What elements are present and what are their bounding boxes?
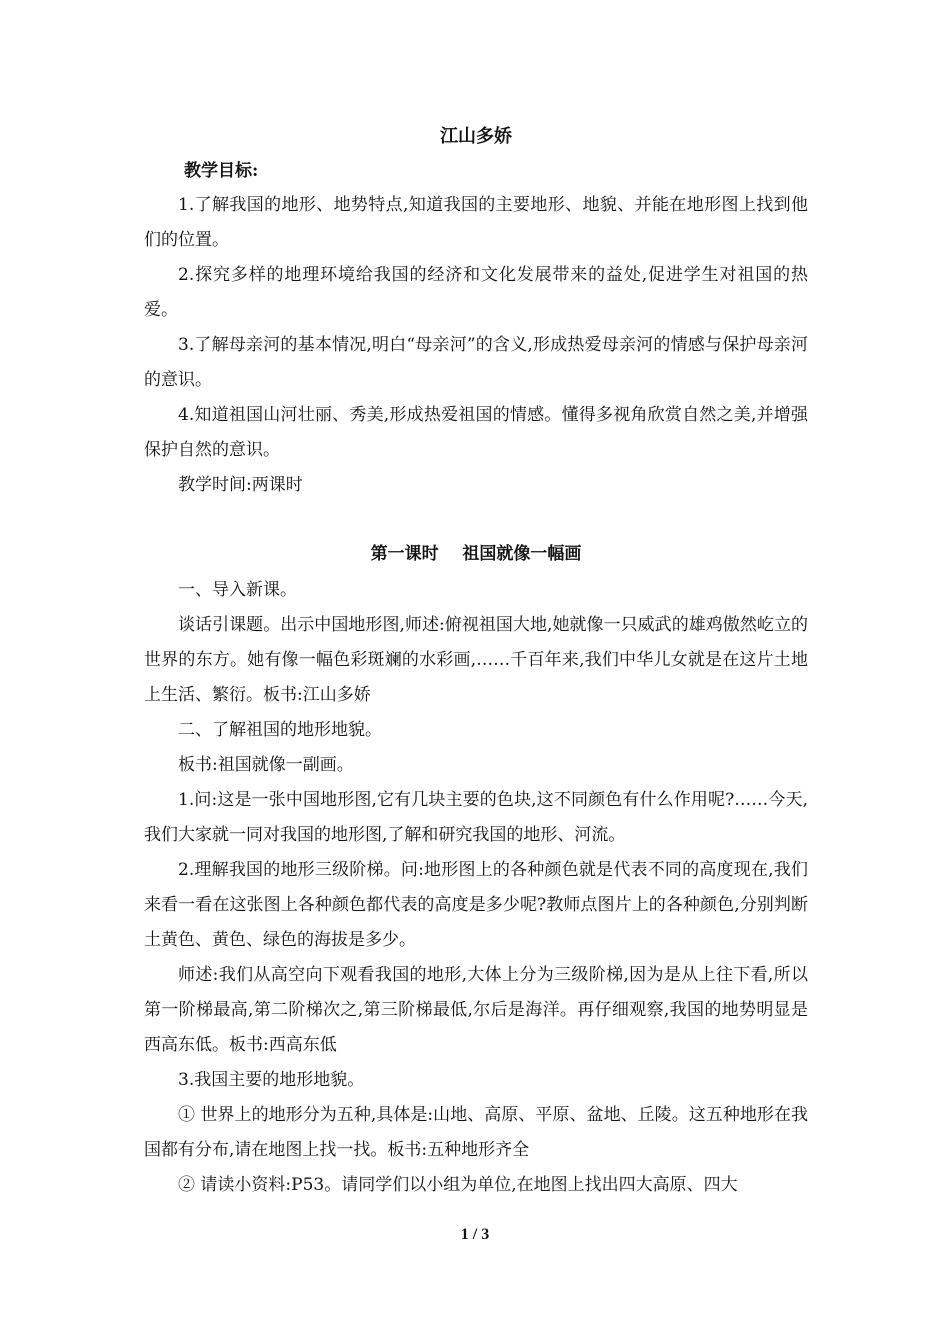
lesson-title: 第一课时 祖国就像一幅画 xyxy=(370,544,582,564)
paragraph: 谈话引课题。出示中国地形图,师述:俯视祖国大地,她就像一只威武的雄鸡傲然屹立的世界的东方。她有像一幅色彩斑斓的水彩画,……千百年来,我们中华儿女就是在这片土地上生活、繁衍。板书:江山多娇 xyxy=(144,615,808,705)
paragraph: 1.问:这是一张中国地形图,它有几块主要的色块,这不同颜色有什么作用呢?……今天,我们大家就一同对我国的地形图,了解和研究我国的地形、河流。 xyxy=(144,790,808,845)
section-heading: 一、导入新课。 xyxy=(178,580,297,600)
paragraph: 2.理解我国的地形三级阶梯。问:地形图上的各种颜色就是代表不同的高度现在,我们来看一看在这张图上各种颜色都代表的高度是多少呢?教师点图片上的各种颜色,分别判断土黄色、黄色、绿色的海拔是多少。 xyxy=(144,860,808,950)
objective-item: 4.知道祖国山河壮丽、秀美,形成热爱祖国的情感。懂得多视角欣赏自然之美,并增强保护自然的意识。 xyxy=(144,405,808,460)
teaching-time: 教学时间:两课时 xyxy=(178,475,303,495)
document-title: 江山多娇 xyxy=(440,126,512,147)
objective-item: 3.了解母亲河的基本情况,明白“母亲河”的含义,形成热爱母亲河的情感与保护母亲河的意识。 xyxy=(144,335,808,390)
objectives-heading: 教学目标: xyxy=(184,161,259,181)
objective-item: 1.了解我国的地形、地势特点,知道我国的主要地形、地貌、并能在地形图上找到他们的位置。 xyxy=(144,195,808,250)
document-body xyxy=(144,120,808,1203)
paragraph: ② 请读小资料:P53。请同学们以小组为单位,在地图上找出四大高原、四大 xyxy=(178,1175,738,1195)
page-number: 1 / 3 xyxy=(460,1226,490,1243)
paragraph: 板书:祖国就像一副画。 xyxy=(178,755,354,775)
objective-item: 2.探究多样的地理环境给我国的经济和文化发展带来的益处,促进学生对祖国的热爱。 xyxy=(144,265,808,320)
paragraph: ① 世界上的地形分为五种,具体是:山地、高原、平原、盆地、丘陵。这五种地形在我国都有分布,请在地图上找一找。板书:五种地形齐全 xyxy=(144,1105,808,1160)
paragraph: 师述:我们从高空向下观看我国的地形,大体上分为三级阶梯,因为是从上往下看,所以第一阶梯最高,第二阶梯次之,第三阶梯最低,尔后是海洋。再仔细观察,我国的地势明显是西高东低。板书:西高东低 xyxy=(144,965,808,1055)
paragraph: 3.我国主要的地形地貌。 xyxy=(178,1070,365,1090)
section-heading: 二、了解祖国的地形地貌。 xyxy=(178,720,382,740)
